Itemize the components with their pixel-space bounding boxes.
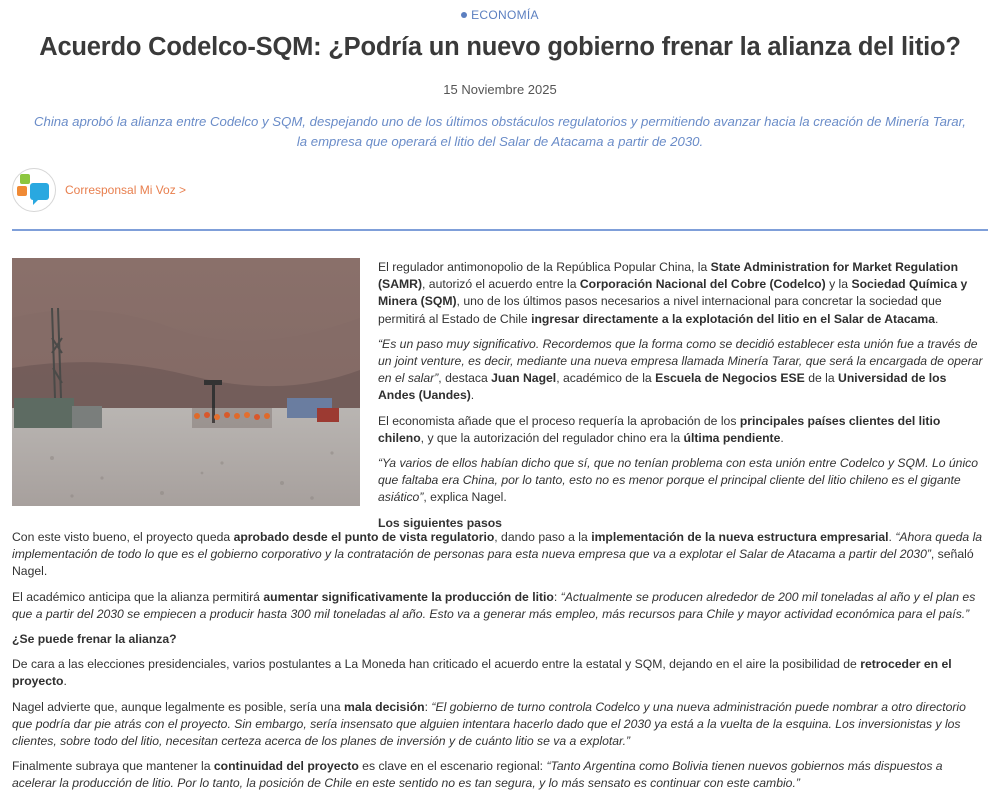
bold-text: Juan Nagel xyxy=(491,371,557,386)
bold-text: Escuela de Negocios ESE xyxy=(655,371,805,386)
text-run: de la xyxy=(804,371,839,386)
author-block xyxy=(12,168,186,212)
mi-voz-logo-icon[interactable] xyxy=(12,168,56,212)
paragraph xyxy=(378,455,984,507)
bold-text: aprobado desde el punto de vista regulatorio xyxy=(233,530,495,544)
text-run: El regulador antimonopolio de la República Popular China, la xyxy=(378,260,711,274)
bold-text: Corporación Nacional del Cobre (Codelco) xyxy=(579,277,826,292)
bold-text: mala decisión xyxy=(344,699,425,714)
text-run: De cara a las elecciones presidenciales, varios postulantes a La Moneda han criticado el acuerdo entre la estatal y SQM, dejando en el aire la posibilidad de xyxy=(12,657,861,672)
paragraph xyxy=(378,336,984,405)
bold-text: última pendiente xyxy=(683,430,781,445)
text-run: . xyxy=(63,674,67,689)
paragraph xyxy=(12,758,988,792)
text-run: : xyxy=(553,589,561,604)
text-run: es clave en el escenario regional: xyxy=(358,759,547,774)
divider xyxy=(12,229,988,231)
category-text[interactable]: ECONOMÍA xyxy=(471,8,539,22)
text-run: , dando paso a la xyxy=(494,530,592,544)
bold-text: retroceder en el proyecto xyxy=(12,657,952,689)
bold-text: State Administration for Market Regulation (SAMR) xyxy=(378,260,959,292)
bold-text: ingresar directamente a la explotación del litio en el Salar de Atacama xyxy=(531,311,936,326)
text-run: , autorizó el acuerdo entre la xyxy=(422,277,580,292)
text-run: , uno de los últimos pasos necesarios a nivel internacional para concretar la sociedad que permitirá al Estado de Chile xyxy=(378,294,942,326)
bold-text: aumentar significativamente la producción de litio xyxy=(263,589,554,604)
article-body-bottom xyxy=(12,529,988,801)
paragraph xyxy=(378,259,984,328)
quote-text: “Ya varios de ellos habían dicho que sí, que no tenían problema con esta unión entre Codelco y SQM. Lo único que faltaba era China, por lo tanto, esto no es menor porque el principal cliente del litio chileno es el gigante asiático” xyxy=(378,456,979,505)
text-run: El economista añade que el proceso requería la aprobación de los xyxy=(378,413,740,428)
section-heading: Los siguientes pasos xyxy=(378,515,502,530)
text-run: , académico de la xyxy=(556,371,656,386)
bold-text: Universidad de los Andes (Uandes) xyxy=(378,371,947,403)
text-run: . xyxy=(935,311,939,326)
text-run: , señaló Nagel. xyxy=(12,547,974,579)
quote-text: “Tanto Argentina como Bolivia tienen nuevos gobiernos más dispuestos a acelerar la producción de litio. Por lo tanto, la posición de Chile en este sentido no es tan segura, y lo más sensato es continuar con este cambio.” xyxy=(12,759,943,791)
text-run: . xyxy=(470,388,475,403)
article-date: 15 Noviembre 2025 xyxy=(443,82,557,97)
article-photo xyxy=(12,258,360,506)
text-run: . xyxy=(780,430,784,445)
article-title: Acuerdo Codelco-SQM: ¿Podría un nuevo gobierno frenar la alianza del litio? xyxy=(39,33,961,61)
lithium-drilling-site-image xyxy=(12,258,360,506)
quote-text: “Ahora queda la implementación de todo lo que es el gobierno corporativo y la contratación de personas para esta nueva empresa que va a explotar el Salar de Atacama a partir del 2030” xyxy=(12,530,983,562)
quote-text: “Es un paso muy significativo. Recordemos que la forma como se decidió establecer esta unión fue a través de un joint venture, es decir, mediante una nueva empresa llamada Minería Tarar, que será la encargada de operar en el salar” xyxy=(378,336,983,386)
text-run: Finalmente subraya que mantener la xyxy=(12,759,214,774)
text-run: : xyxy=(424,699,432,714)
text-run: , y que la autorización del regulador chino era la xyxy=(420,430,684,445)
bold-text: continuidad del proyecto xyxy=(213,759,359,774)
category-label[interactable] xyxy=(0,8,1000,22)
section-heading: ¿Se puede frenar la alianza? xyxy=(12,632,177,647)
paragraph xyxy=(12,699,988,751)
quote-text: “Actualmente se producen alrededor de 200 mil toneladas al año y el plan es que a partir del 2030 se empiecen a producir hasta 300 mil toneladas al año. Esto va a generar más empleo, más recursos para Chile y mayor actividad económica para el país.” xyxy=(12,589,976,621)
quote-text: “El gobierno de turno controla Codelco y una nueva administración puede nombrar a otro directorio que podría dar pie atrás con el proyecto. Sin embargo, sería insensato que alguien intentara hacerlo dado que el 2030 ya está a la vuelta de la esquina. Los inversionistas y los clientes, sobre todo del litio, necesitan certeza acerca de los planes de inversión y de cuánto litio se va a explotar.” xyxy=(12,699,966,749)
text-run: Nagel advierte que, aunque legalmente es posible, sería una xyxy=(12,699,344,714)
bold-text: Sociedad Química y Minera (SQM) xyxy=(378,277,968,309)
text-run: , destaca xyxy=(438,371,492,386)
text-run: Con este visto bueno, el proyecto queda xyxy=(12,530,234,544)
category-dot-icon xyxy=(461,12,467,18)
text-run: . xyxy=(888,530,896,544)
text-run: , explica Nagel. xyxy=(423,490,507,505)
text-run: y la xyxy=(825,277,852,292)
bold-text: principales países clientes del litio chileno xyxy=(378,413,941,445)
article-body-top xyxy=(378,259,984,540)
paragraph xyxy=(12,529,988,581)
paragraph xyxy=(12,589,988,623)
author-link[interactable]: Corresponsal Mi Voz > xyxy=(65,183,187,197)
article-summary: China aprobó la alianza entre Codelco y SQM, despejando uno de los últimos obstáculos regulatorios y permitiendo avanzar hacia la creación de Minería Tarar, la empresa que operará el litio del Salar de Atacama a partir de 2030. xyxy=(34,114,966,149)
paragraph xyxy=(12,656,988,690)
bold-text: implementación de la nueva estructura empresarial xyxy=(591,530,889,544)
paragraph xyxy=(378,413,984,447)
text-run: El académico anticipa que la alianza permitirá xyxy=(12,589,264,604)
